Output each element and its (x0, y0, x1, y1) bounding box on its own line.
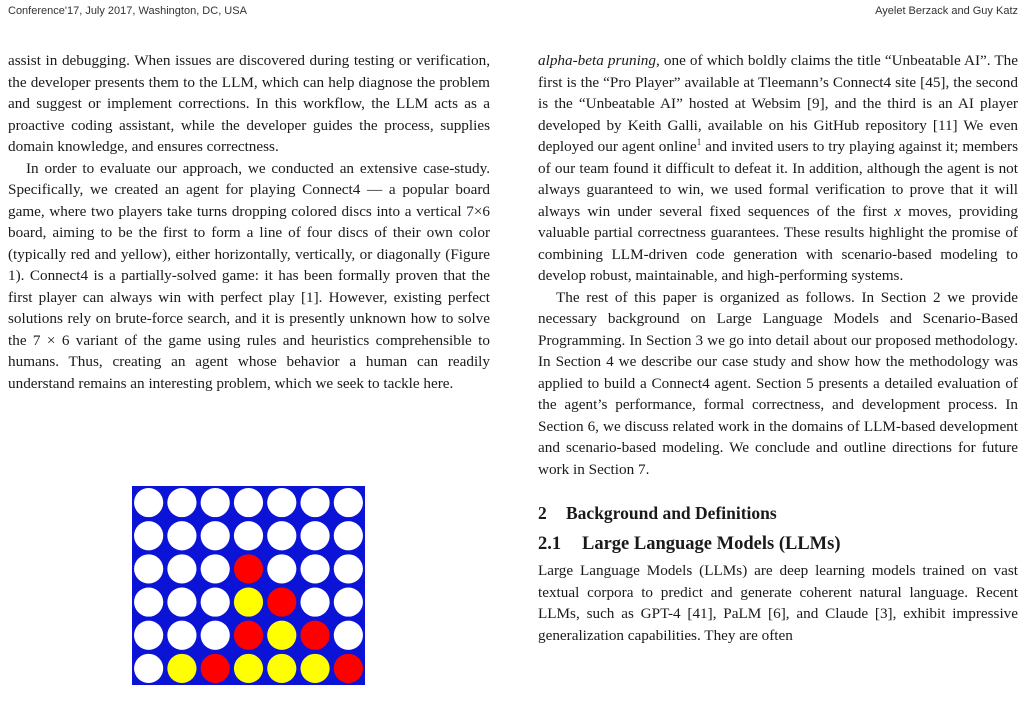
paragraph-baselines: alpha-beta pruning, one of which boldly claims the title “Unbeatable AI”. The first is the “Pro Player” available at Tleemann’s Connect4 site [45], the second is the “Unbeatable AI” hosted at Websim [9], and the third is an AI player developed by Keith Galli, available on his GitHub repository [11] We even deployed our agent online$^1$ and invited users to try playing against it; members of our team found it difficult to defeat it. In addition, although the agent is not always guaranteed to win, we used formal verification to prove that it will always win under several fixed sequences of the first x moves, providing valuable partial correctness guarantees. These results highlight the promise of combining LLM-driven code generation with scenario-based modeling to develop robust, maintainable, and high-performing systems. (538, 52, 1018, 284)
red-disc-r5-c2 (201, 654, 230, 683)
empty-slot-r3-c0 (134, 587, 163, 616)
empty-slot-r0-c3 (234, 488, 263, 517)
empty-slot-r1-c1 (167, 521, 196, 550)
empty-slot-r5-c0 (134, 654, 163, 683)
empty-slot-r2-c4 (267, 554, 296, 583)
yellow-disc-r4-c4 (267, 621, 296, 650)
header-authors: Ayelet Berzack and Guy Katz (875, 5, 1018, 17)
subsection-heading: 2.1 Large Language Models (LLMs) (538, 534, 841, 554)
alpha-beta-term: alpha-beta pruning (538, 52, 656, 69)
empty-slot-r1-c0 (134, 521, 163, 550)
empty-slot-r0-c2 (201, 488, 230, 517)
paragraph-workflow: assist in debugging. When issues are discovered during testing or verification, the developer presents them to the LLM, which can help diagnose the problem and suggest or implement corrections. In this workflow, the LLM acts as a proactive coding assistant, while the developer guides the process, supplies domain knowledge, and ensures correctness. (8, 52, 490, 155)
empty-slot-r0-c1 (167, 488, 196, 517)
section-heading: 2 Background and Definitions (538, 503, 777, 523)
empty-slot-r4-c6 (334, 621, 363, 650)
red-disc-r3-c4 (267, 587, 296, 616)
footnote-marker: 1 (696, 136, 702, 147)
red-disc-r4-c5 (300, 621, 329, 650)
empty-slot-r2-c2 (201, 554, 230, 583)
empty-slot-r4-c1 (167, 621, 196, 650)
empty-slot-r0-c5 (300, 488, 329, 517)
empty-slot-r0-c0 (134, 488, 163, 517)
connect4-board (132, 486, 365, 685)
empty-slot-r1-c6 (334, 521, 363, 550)
yellow-disc-r5-c3 (234, 654, 263, 683)
yellow-disc-r5-c1 (167, 654, 196, 683)
empty-slot-r0-c4 (267, 488, 296, 517)
running-header (0, 3, 1026, 23)
red-disc-r2-c3 (234, 554, 263, 583)
empty-slot-r2-c6 (334, 554, 363, 583)
right-column (538, 50, 1018, 646)
empty-slot-r2-c1 (167, 554, 196, 583)
variable-x: x (894, 202, 901, 220)
connect4-board-figure (132, 486, 365, 685)
yellow-disc-r3-c3 (234, 587, 263, 616)
empty-slot-r4-c0 (134, 621, 163, 650)
red-disc-r5-c6 (334, 654, 363, 683)
empty-slot-r1-c5 (300, 521, 329, 550)
paragraph-llm-definition: Large Language Models (LLMs) are deep learning models trained on vast textual corpora to predict and generate coherent natural language. Recent LLMs, such as GPT-4 [41], PaLM [6], and Claude [3], exhibit impressive generalization capabilities. They are often (538, 562, 1018, 644)
empty-slot-r1-c2 (201, 521, 230, 550)
empty-slot-r3-c6 (334, 587, 363, 616)
left-column (8, 50, 490, 394)
empty-slot-r2-c0 (134, 554, 163, 583)
yellow-disc-r5-c5 (300, 654, 329, 683)
header-venue: Conference'17, July 2017, Washington, DC, USA (8, 5, 247, 17)
empty-slot-r4-c2 (201, 621, 230, 650)
empty-slot-r3-c2 (201, 587, 230, 616)
empty-slot-r3-c1 (167, 587, 196, 616)
yellow-disc-r5-c4 (267, 654, 296, 683)
empty-slot-r0-c6 (334, 488, 363, 517)
empty-slot-r1-c3 (234, 521, 263, 550)
red-disc-r4-c3 (234, 621, 263, 650)
empty-slot-r1-c4 (267, 521, 296, 550)
paragraph-case-study: In order to evaluate our approach, we conducted an extensive case-study. Specifically, we created an agent for playing Connect4 — a popular board game, where two players take turns dropping colored discs into a vertical 7×6 board, aiming to be the first to form a line of four discs of their own color (typically red and yellow), either horizontally, vertically, or diagonally (Figure 1). Connect4 is a partially-solved game: it has been formally proven that the first player can always win with perfect play [1]. However, existing perfect solutions rely on brute-force search, and it is presently unknown how to solve the 7 × 6 variant of the game using rules and heuristics comprehensible to humans. Thus, creating an agent whose behavior a human can readily understand remains an interesting problem, which we seek to tackle here. (8, 159, 490, 392)
empty-slot-r3-c5 (300, 587, 329, 616)
empty-slot-r2-c5 (300, 554, 329, 583)
paragraph-organization: The rest of this paper is organized as follows. In Section 2 we provide necessary background on Large Language Models and Scenario-Based Programming. In Section 3 we go into detail about our proposed methodology. In Section 4 we describe our case study and show how the methodology was applied to build a Connect4 agent. Section 5 presents a detailed evaluation of the agent’s performance, formal correctness, and development process. In Section 6, we discuss related work in the domains of LLM-based development and scenario-based modeling. We conclude and outline directions for future work in Section 7. (538, 288, 1018, 478)
